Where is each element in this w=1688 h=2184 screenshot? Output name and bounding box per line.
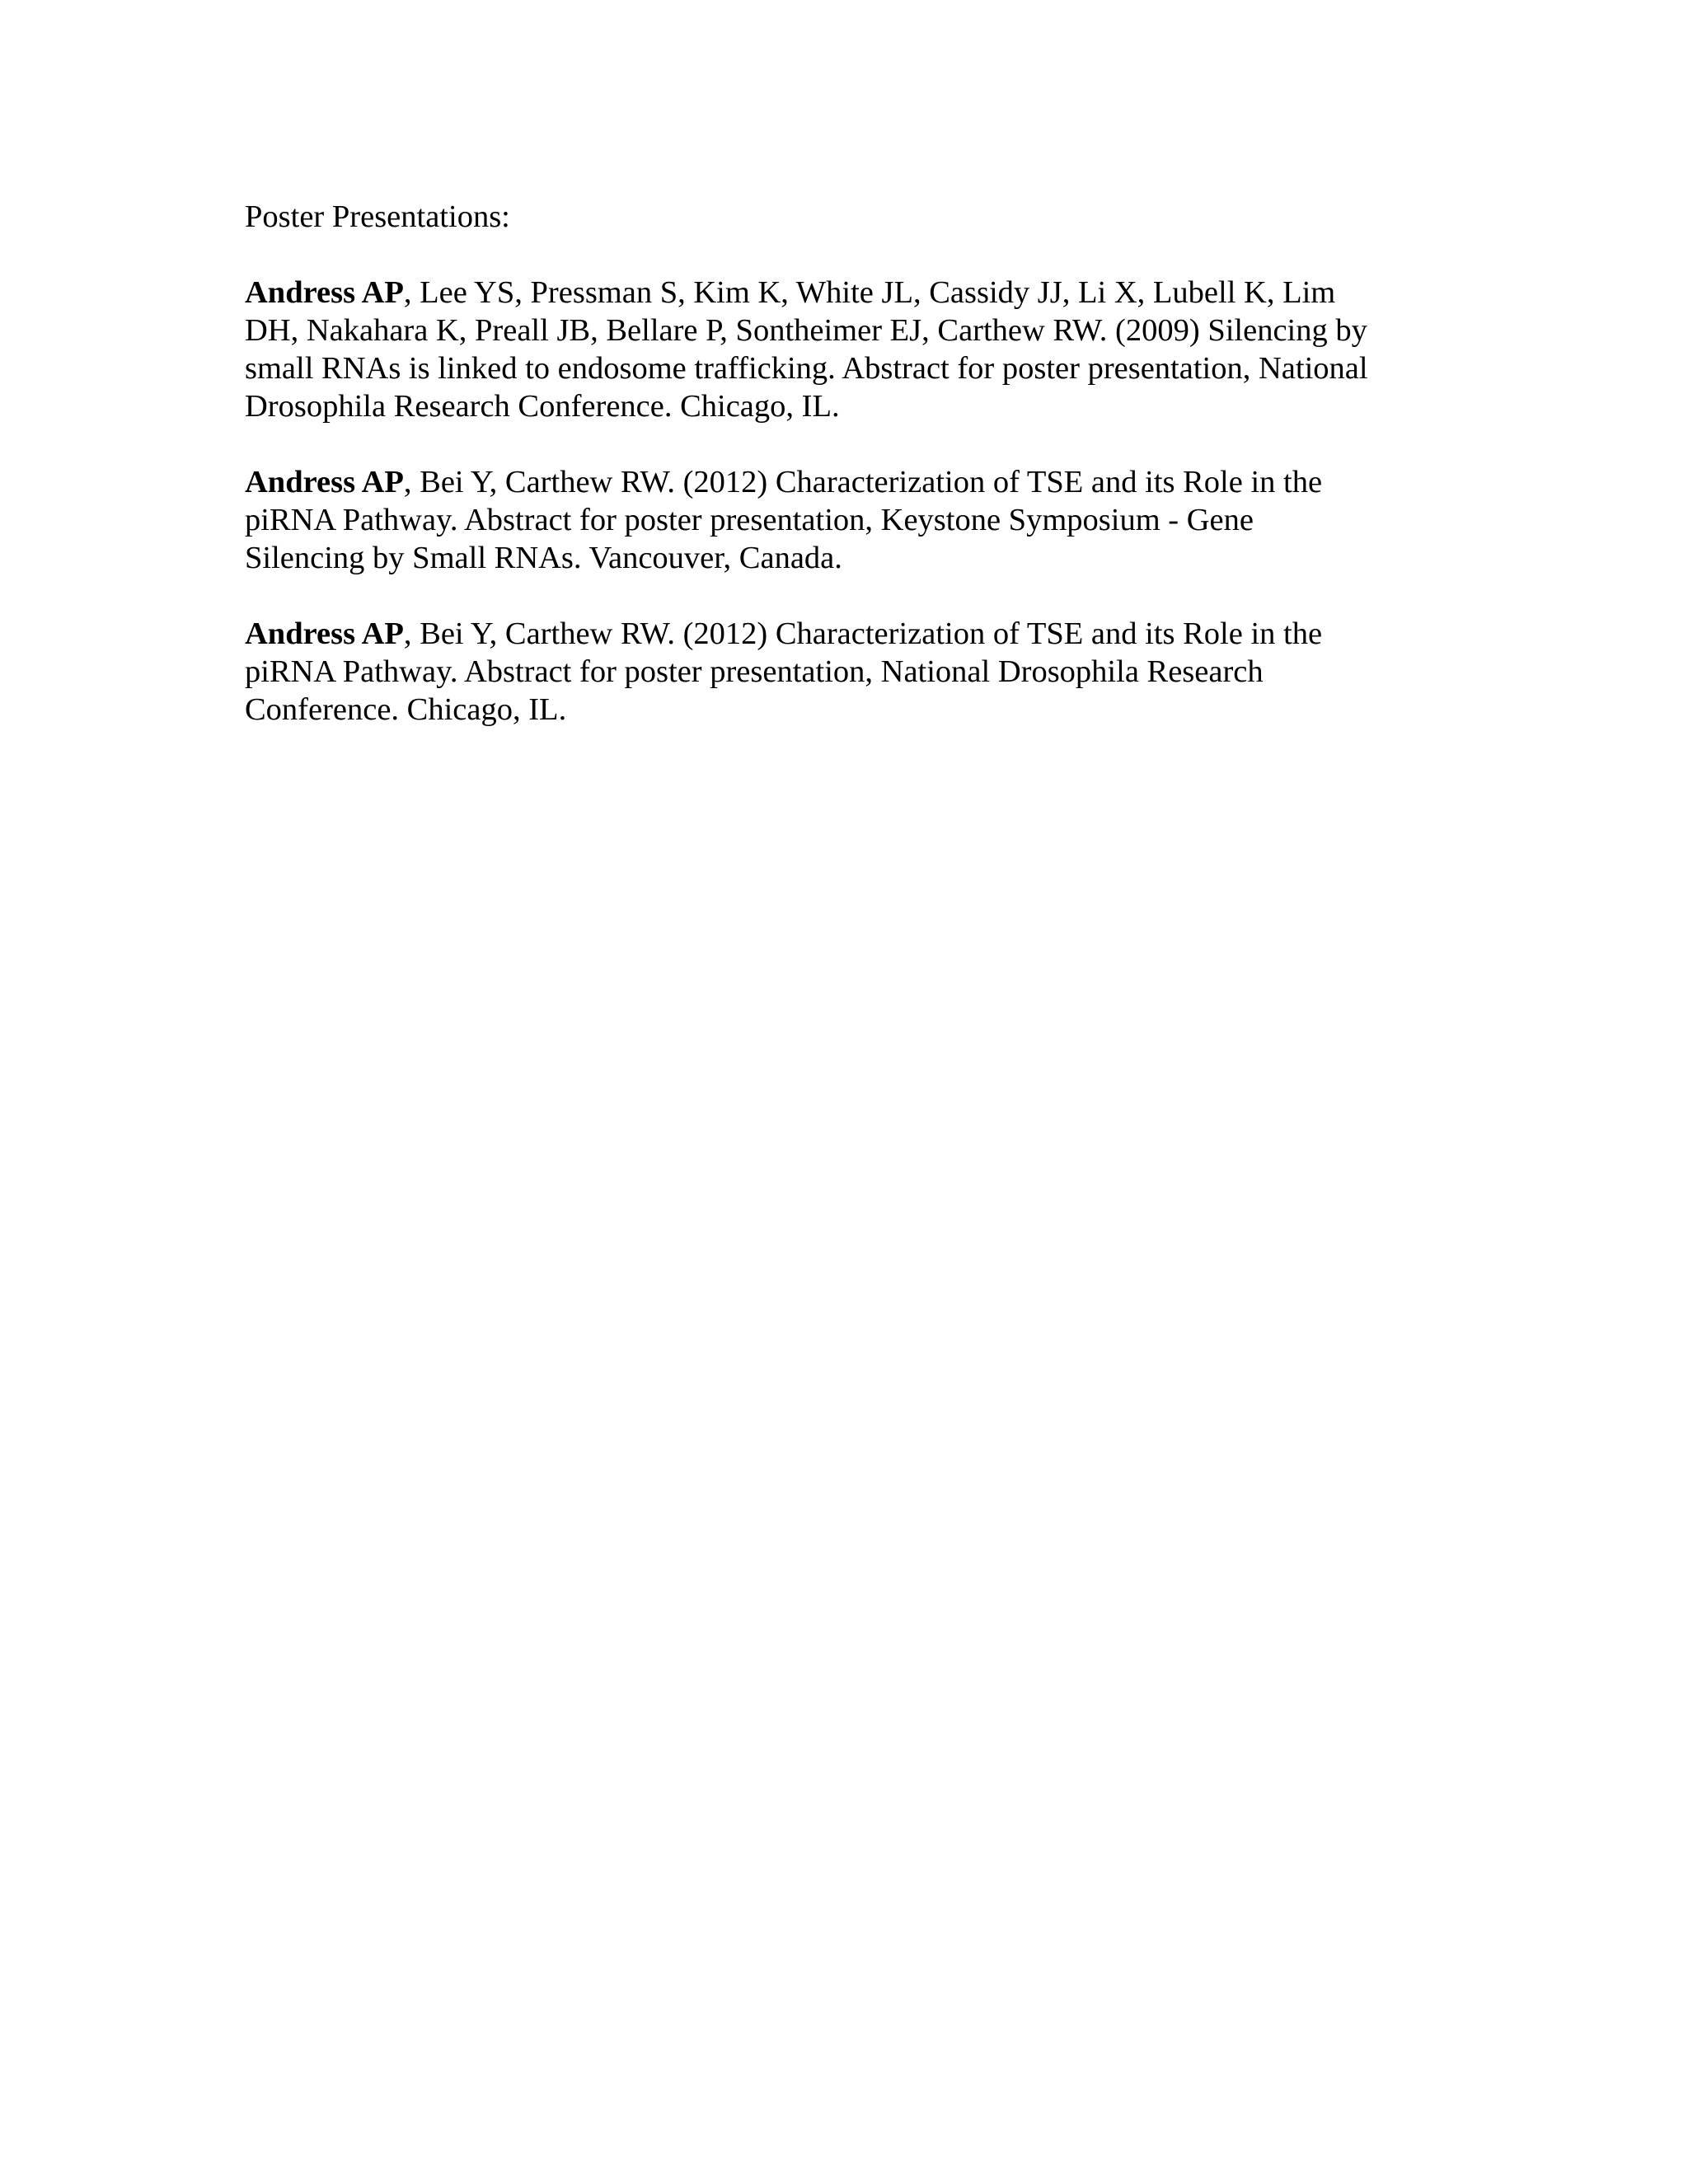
- poster-entry-1: [245, 274, 1440, 425]
- section-heading: Poster Presentations:: [245, 199, 510, 234]
- entry-text: , Lee YS, Pressman S, Kim K, White JL, Cassidy JJ, Li X, Lubell K, Lim: [403, 275, 1336, 310]
- entry-line: piRNA Pathway. Abstract for poster presentation, Keystone Symposium - Gene: [245, 503, 1254, 537]
- entry-text: , Bei Y, Carthew RW. (2012) Characterization of TSE and its Role in the: [403, 616, 1323, 651]
- entry-line: DH, Nakahara K, Preall JB, Bellare P, Sontheimer EJ, Carthew RW. (2009) Silencing by: [245, 313, 1367, 348]
- author-name-bold: Andress AP: [245, 465, 404, 499]
- entry-line: [245, 615, 1440, 653]
- entry-text: , Bei Y, Carthew RW. (2012) Characterization of TSE and its Role in the: [403, 465, 1323, 499]
- author-name-bold: Andress AP: [245, 275, 404, 310]
- entry-line: piRNA Pathway. Abstract for poster presentation, National Drosophila Research: [245, 654, 1264, 689]
- poster-entry-2: [245, 463, 1440, 577]
- entry-line: Conference. Chicago, IL.: [245, 692, 567, 727]
- author-name-bold: Andress AP: [245, 616, 404, 651]
- entry-line: [245, 274, 1440, 312]
- entry-line: [245, 463, 1440, 501]
- document-page: [245, 198, 1440, 766]
- entry-line: Silencing by Small RNAs. Vancouver, Canada.: [245, 541, 842, 575]
- poster-entry-3: [245, 615, 1440, 729]
- entry-line: Drosophila Research Conference. Chicago, IL.: [245, 389, 840, 424]
- entry-line: small RNAs is linked to endosome trafficking. Abstract for poster presentation, National: [245, 351, 1368, 386]
